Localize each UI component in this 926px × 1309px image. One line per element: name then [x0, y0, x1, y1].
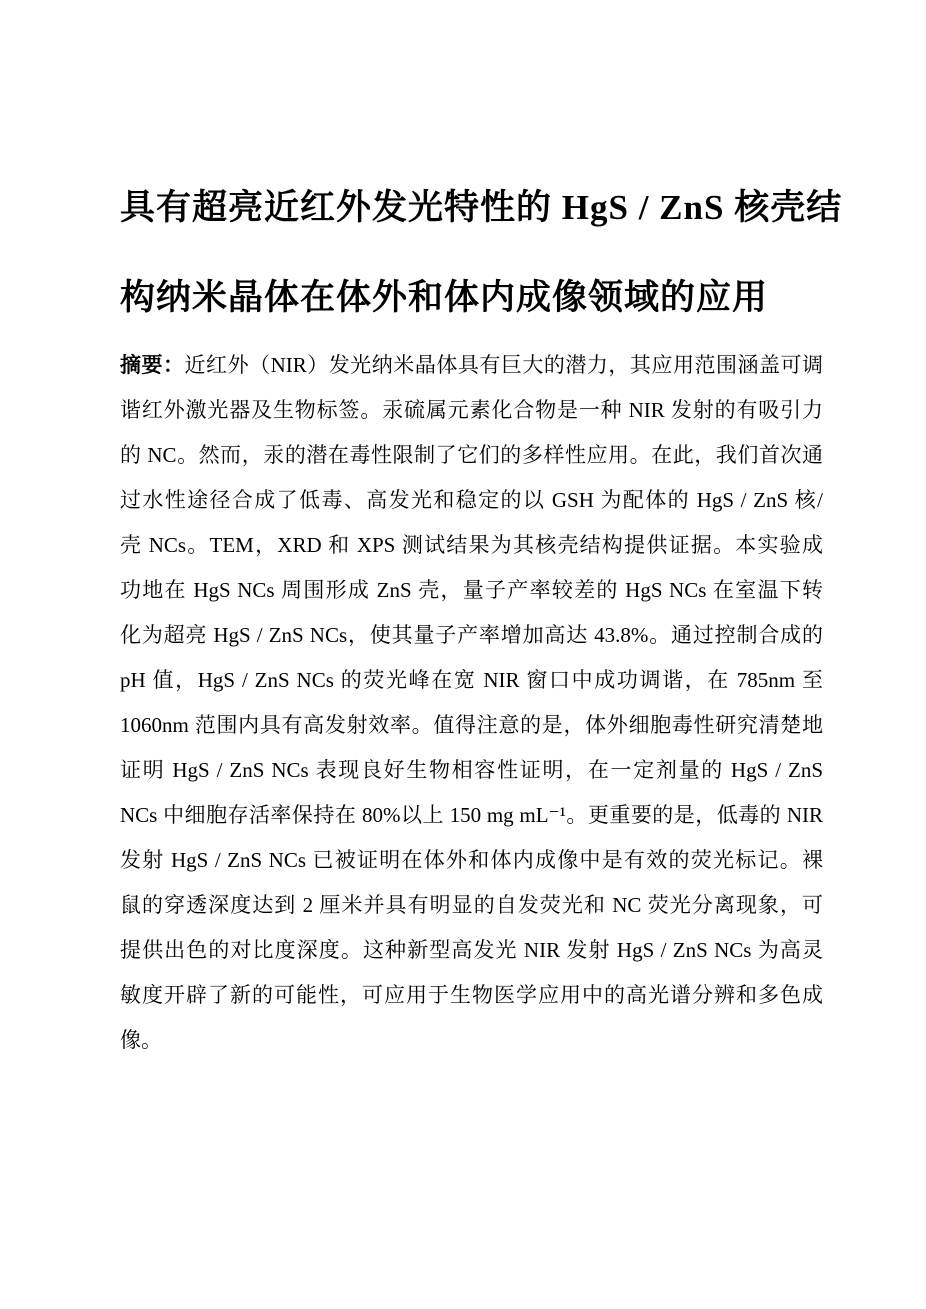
abstract-line: 提供出色的对比度深度。这种新型高发光 NIR 发射 HgS / ZnS NCs 为高灵 [120, 938, 823, 962]
abstract-line: NCs 中细胞存活率保持在 80%以上 150 mg mL⁻¹。更重要的是，低毒的 NIR [120, 803, 823, 827]
abstract-line: 壳 NCs。TEM，XRD 和 XPS 测试结果为其核壳结构提供证据。本实验成 [120, 533, 823, 557]
abstract-line: 证明 HgS / ZnS NCs 表现良好生物相容性证明，在一定剂量的 HgS / ZnS [120, 758, 823, 782]
paper-title [120, 163, 843, 343]
abstract-line: 像。 [120, 1028, 162, 1052]
abstract-line: 化为超亮 HgS / ZnS NCs，使其量子产率增加高达 43.8%。通过控制合成的 [120, 623, 823, 647]
abstract-line: 谐红外激光器及生物标签。汞硫属元素化合物是一种 NIR 发射的有吸引力 [120, 398, 823, 422]
abstract-line: 1060nm 范围内具有高发射效率。值得注意的是，体外细胞毒性研究清楚地 [120, 713, 823, 737]
abstract-line: 敏度开辟了新的可能性，可应用于生物医学应用中的高光谱分辨和多色成 [120, 983, 823, 1007]
abstract-line: 的 NC。然而，汞的潜在毒性限制了它们的多样性应用。在此，我们首次通 [120, 443, 823, 467]
abstract-line: pH 值，HgS / ZnS NCs 的荧光峰在宽 NIR 窗口中成功调谐，在 785nm 至 [120, 668, 823, 692]
abstract-paragraph [120, 343, 823, 1063]
abstract-label: 摘要： [120, 353, 185, 377]
abstract-line: 功地在 HgS NCs 周围形成 ZnS 壳，量子产率较差的 HgS NCs 在室温下转 [120, 578, 823, 602]
abstract-line: 鼠的穿透深度达到 2 厘米并具有明显的自发荧光和 NC 荧光分离现象，可 [120, 893, 823, 917]
abstract-line [120, 343, 823, 388]
abstract-line: 发射 HgS / ZnS NCs 已被证明在体外和体内成像中是有效的荧光标记。裸 [120, 848, 823, 872]
abstract-line: 过水性途径合成了低毒、高发光和稳定的以 GSH 为配体的 HgS / ZnS 核/ [120, 488, 823, 512]
abstract-line-text: 近红外（NIR）发光纳米晶体具有巨大的潜力，其应用范围涵盖可调 [184, 353, 824, 377]
paper-title-line-2: 构纳米晶体在体外和体内成像领域的应用 [120, 278, 769, 317]
paper-title-line-1: 具有超亮近红外发光特性的 HgS / ZnS 核壳结 [120, 188, 843, 227]
